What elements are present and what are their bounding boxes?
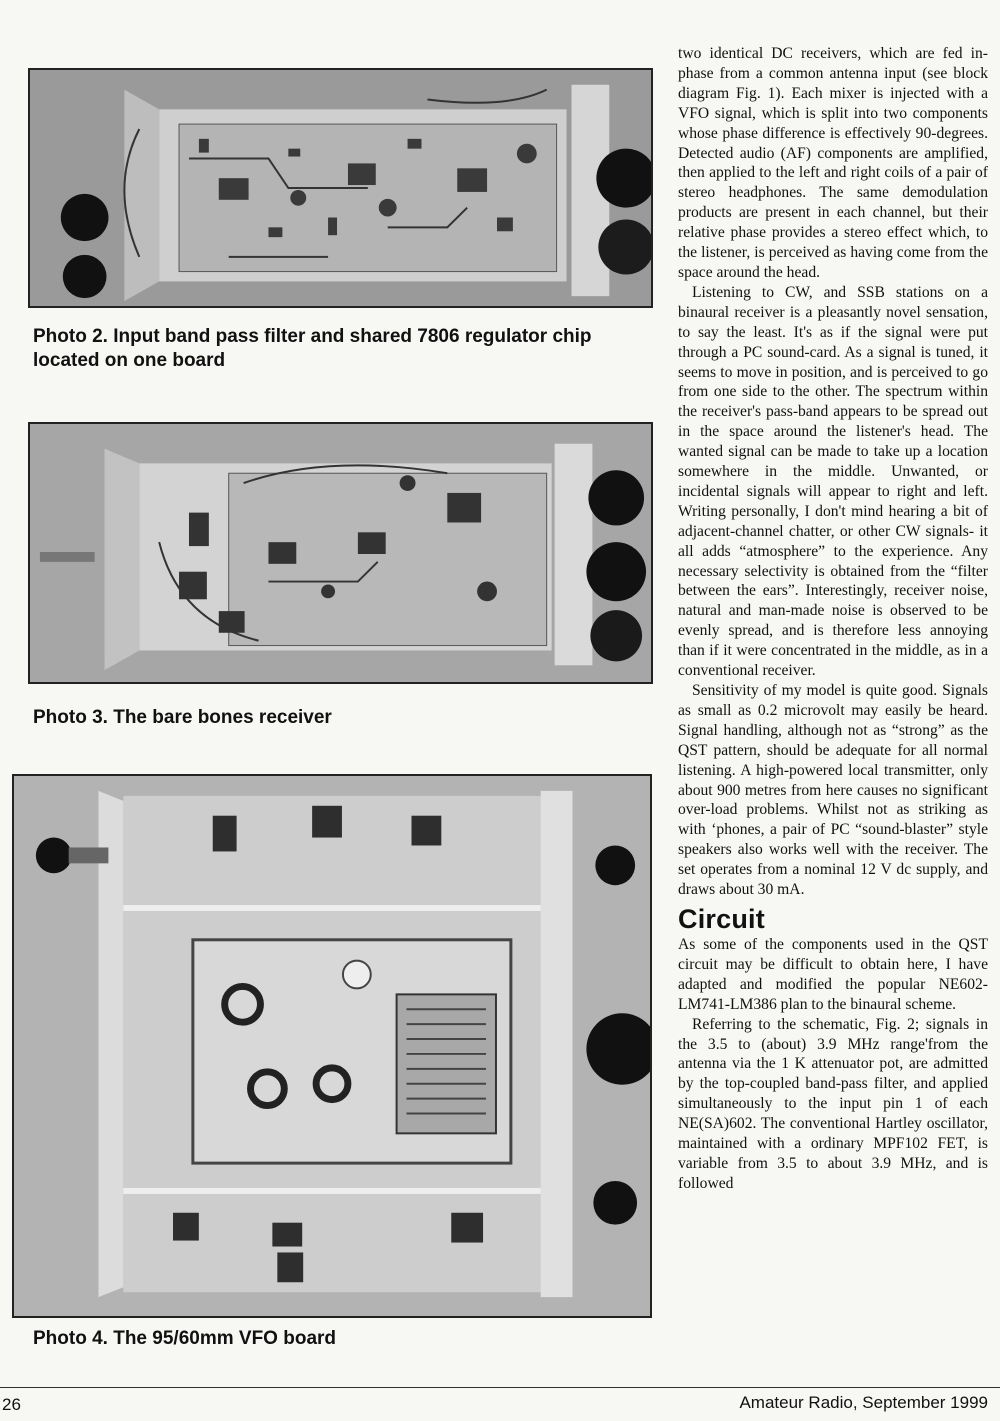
photo-3-image — [30, 424, 651, 682]
article-paragraph: As some of the components used in the QST circuit may be difficult to obtain here, I have adapted and modified the popular NE602-LM741-LM386 plan to the binaural scheme. — [678, 935, 988, 1013]
photo-4-caption: Photo 4. The 95/60mm VFO board — [33, 1328, 337, 1349]
photo-3 — [28, 422, 653, 684]
photo-3-caption: Photo 3. The bare bones receiver — [33, 707, 332, 728]
page-number: 26 — [2, 1395, 21, 1414]
section-heading-circuit: Circuit — [678, 903, 765, 934]
photo-2-caption: Photo 2. Input band pass filter and shared 7806 regulator chip located on one board — [33, 326, 592, 371]
publication-footer: Amateur Radio, September 1999 — [739, 1393, 988, 1412]
footer-rule — [0, 1387, 1000, 1388]
photo-2-image — [30, 70, 651, 306]
photo-4 — [12, 774, 652, 1318]
photo-4-image — [14, 776, 650, 1316]
article-paragraph: Sensitivity of my model is quite good. Signals as small as 0.2 microvolt may easily be heard. Signal handling, although not as “strong” as the QST pattern, should be adequate for all normal listening. A high-powered local transmitter, only about 900 metres from here causes no significant over-load problems. Whilst not as striking as with ‘phones, a pair of PC “sound-blaster” style speakers also works well with the receiver. The set operates from a nominal 12 V dc supply, and draws about 30 mA. — [678, 682, 988, 899]
article-paragraph: two identical DC receivers, which are fed in-phase from a common antenna input (see block diagram Fig. 1). Each mixer is injected with a VFO signal, which is split into two components whose phase difference is effectively 90-degrees. Detected audio (AF) components are amplified, then applied to the left and right coils of a pair of stereo headphones. The same demodulation products are present in each channel, but their relative phase provides a stereo effect which, to the listener, is perceived as having come from the space around the head. — [678, 45, 988, 281]
article-column — [678, 44, 988, 1194]
article-paragraph: Referring to the schematic, Fig. 2; signals in the 3.5 to (about) 3.9 MHz range'from the antenna via the 1 K attenuator pot, are admitted by the top-coupled band-pass filter, and applied simultaneously to the input pin 1 of each NE(SA)602. The conventional Hartley oscillator, maintained with a ordinary MPF102 FET, is variable from 3.5 to about 3.9 MHz, and is followed — [678, 1015, 988, 1192]
article-paragraph: Listening to CW, and SSB stations on a binaural receiver is a pleasantly novel sensation, to say the least. It's as if the signal were put through a PC sound-card. As a signal is tuned, it seems to move in position, and is perceived to go from one side to the other. The spectrum within the receiver's pass-band appears to be spread out in the space around the listener's head. The wanted signal can be made to take up a location somewhere in the middle. Unwanted, or incidental signals will appear to right and left. Writing personally, I don't mind hearing a bit of adjacent-channel chatter, or other CW signals- it all adds “atmosphere” to the experience. Any necessary selectivity is obtained from the “filter between the ears”. Interestingly, receiver noise, natural and man-made noise is observed to be evenly spread, and is therefore less annoying than if it were concentrated in the middle, as in a conventional receiver. — [678, 283, 988, 680]
photo-2 — [28, 68, 653, 308]
